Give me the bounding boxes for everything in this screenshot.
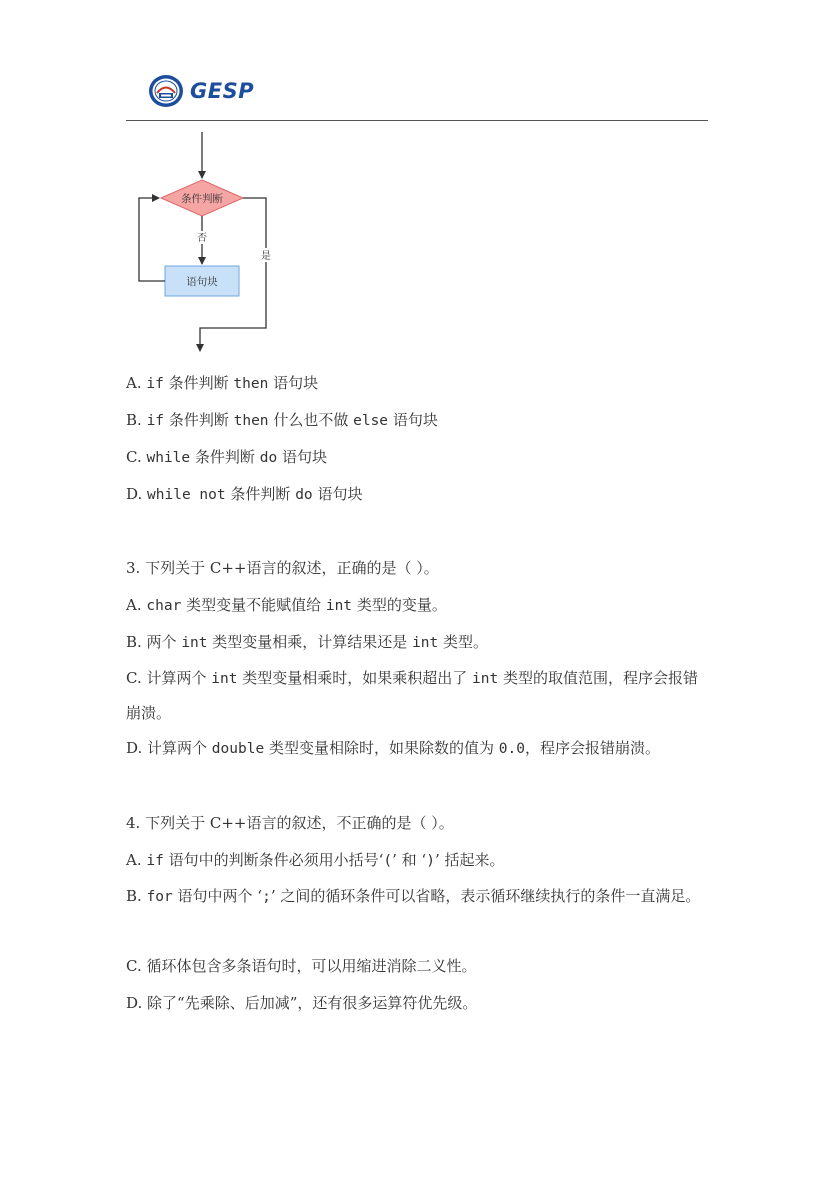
q3-option-a	[126, 594, 447, 617]
code-keyword: )	[426, 853, 435, 869]
code-keyword: if	[146, 853, 164, 869]
no-branch-label: 否	[197, 233, 207, 244]
option-text: B. 两个	[126, 633, 182, 651]
option-text: 条件判断	[194, 448, 255, 466]
code-keyword: for	[146, 889, 173, 905]
header	[148, 74, 254, 108]
code-keyword: do	[295, 487, 313, 503]
option-text: 类型变量不能赋值给	[181, 596, 326, 614]
code-keyword: while not	[147, 487, 226, 503]
option-text: ’ 之间的循环条件可以省略，表示循环继续执行的条件一直满足。	[270, 887, 701, 905]
code-keyword: if	[146, 413, 165, 429]
option-text: 类型变量相乘时，如果乘积超出了	[237, 669, 472, 687]
loop-back-arrow	[139, 198, 165, 281]
q3-option-b	[126, 631, 488, 654]
yes-branch-label: 是	[261, 251, 271, 262]
option-text: A.	[126, 596, 147, 614]
q3-option-d	[126, 737, 660, 760]
q4-option-a	[126, 849, 504, 872]
q3-option-c	[126, 661, 712, 730]
option-letter: B.	[126, 411, 147, 429]
code-keyword: if	[146, 376, 164, 392]
option-text: 条件判断	[230, 485, 291, 503]
q4-option-c	[126, 955, 476, 977]
option-text: 语句中的判断条件必须用小括号‘	[163, 851, 384, 869]
code-keyword: char	[146, 598, 182, 614]
gesp-logo-text: GESP	[190, 79, 255, 103]
option-text: 语句中两个 ‘	[172, 887, 263, 905]
q4-question: 4. 下列关于 C++语言的叙述，不正确的是（ ）。	[126, 814, 454, 832]
code-keyword: ;	[262, 889, 271, 905]
code-keyword: 0.0	[498, 741, 525, 757]
option-letter: D.	[126, 485, 148, 503]
option-text: ’ 括起来。	[434, 851, 505, 869]
option-text: A.	[126, 851, 147, 869]
option-text: B.	[126, 887, 147, 905]
option-text: 条件判断	[168, 374, 229, 392]
ccf-seal-logo-icon	[148, 74, 184, 108]
option-letter: C.	[126, 448, 147, 466]
option-text: 语句块	[281, 448, 327, 466]
option-text: 类型的变量。	[352, 596, 447, 614]
code-keyword: do	[259, 450, 278, 466]
code-keyword: int	[412, 635, 439, 651]
option-text: C. 计算两个	[126, 669, 212, 687]
code-keyword: int	[181, 635, 208, 651]
code-keyword: int	[472, 671, 499, 687]
code-keyword: then	[233, 413, 269, 429]
header-rule	[126, 120, 708, 121]
option-text: D. 计算两个	[126, 739, 212, 757]
q3-question: 3. 下列关于 C++语言的叙述，正确的是（ ）。	[126, 559, 439, 577]
code-keyword: double	[211, 741, 265, 757]
option-text: D. 除了“先乘除、后加减”，还有很多运算符优先级。	[126, 994, 478, 1012]
option-text: 语句块	[392, 411, 438, 429]
q2-option-d	[126, 483, 362, 506]
option-text: C. 循环体包含多条语句时，可以用缩进消除二义性。	[126, 957, 477, 975]
option-text: 条件判断	[168, 411, 229, 429]
code-keyword: while	[146, 450, 191, 466]
q2-option-b	[126, 409, 438, 432]
q4-option-b	[126, 879, 712, 914]
q2-option-a	[126, 372, 318, 395]
option-text: 语句块	[273, 374, 319, 392]
code-keyword: int	[325, 598, 353, 614]
code-keyword: then	[233, 376, 269, 392]
option-text: ，程序会报错崩溃。	[524, 739, 660, 757]
option-text: 什么也不做	[273, 411, 349, 429]
statement-block-label: 语句块	[186, 276, 218, 288]
option-text: ’ 和 ‘	[392, 851, 427, 869]
condition-label: 条件判断	[181, 193, 223, 205]
option-text: 类型的取值范围，程序会报错崩溃。	[126, 669, 698, 722]
option-text: 类型。	[438, 633, 489, 651]
q2-option-c	[126, 446, 327, 469]
code-keyword: int	[211, 671, 238, 687]
option-text: 类型变量相除时，如果除数的值为	[264, 739, 499, 757]
option-letter: A.	[126, 374, 147, 392]
option-text: 语句块	[317, 485, 363, 503]
code-keyword: (	[383, 853, 393, 869]
q4-option-d	[126, 992, 477, 1014]
option-text: 类型变量相乘，计算结果还是	[207, 633, 413, 651]
flowchart	[126, 130, 286, 360]
code-keyword: else	[353, 413, 389, 429]
